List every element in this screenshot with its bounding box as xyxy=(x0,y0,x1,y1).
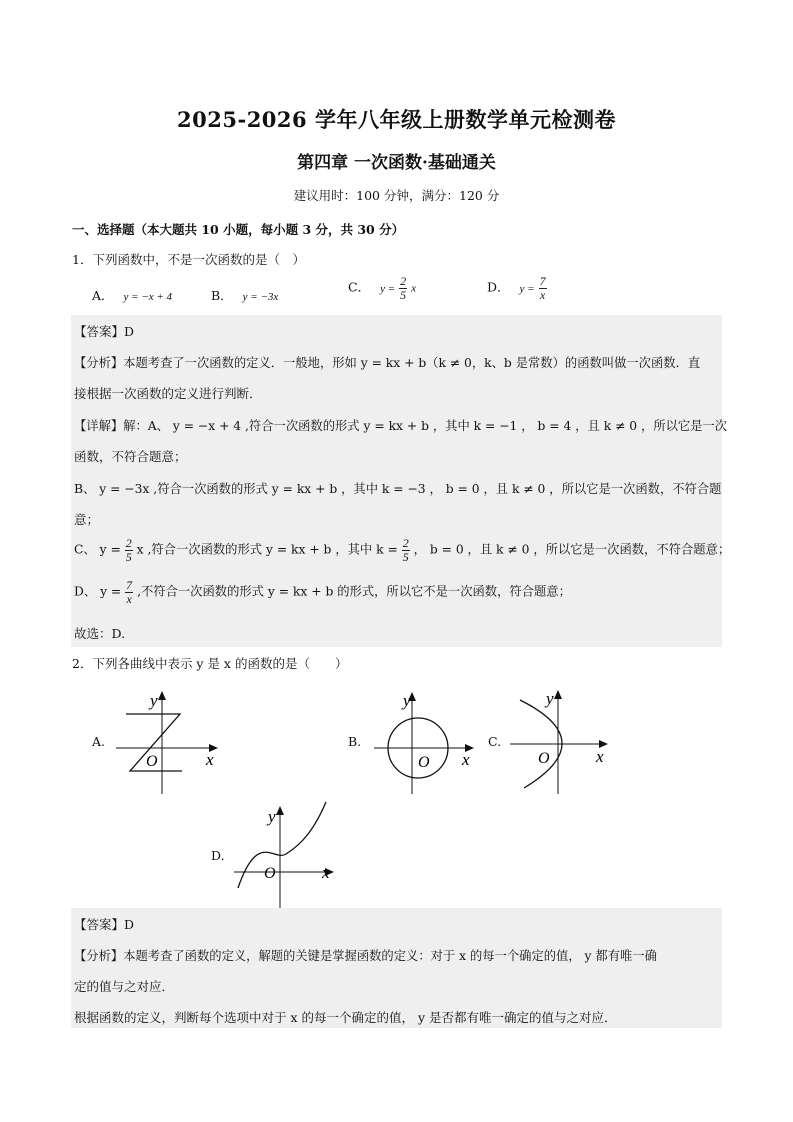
axis-y-label: y xyxy=(403,691,411,710)
q1-detail-line2: 函数，不符合题意； xyxy=(74,449,187,464)
fraction: $\frac{7}{x}$ xyxy=(539,274,546,302)
chapter-subtitle: 第四章 一次函数·基础通关 xyxy=(297,153,496,173)
q2-stem: 2．下列各曲线中表示 y 是 x 的函数的是（ ） xyxy=(72,656,348,671)
axis-y-label: y xyxy=(150,691,158,710)
q1-option-c xyxy=(348,275,416,301)
q1-detail-c: C、 y = $\frac{2}{5}$ x ,符合一次函数的形式 y = kx + b ，其中 k = $\frac{2}{5}$ ， b = 0 ，且 k ≠ 0 ，所以它是一次函数，不符合题意； xyxy=(74,536,731,564)
origin-label: O xyxy=(264,865,276,882)
q2-analysis-line1: 【分析】本题考查了函数的定义，解题的关键是掌握函数的定义：对于 x 的每一个确定的值， y 都有唯一确 xyxy=(74,949,657,963)
q1-option-d xyxy=(487,275,547,301)
q2-analysis-line3: 根据函数的定义，判断每个选项中对于 x 的每一个确定的值， y 是否都有唯一确定的值与之对应． xyxy=(74,1010,617,1025)
y-axis-arrow-icon xyxy=(158,691,166,700)
q1-detail-line1: 【详解】解：A、 y = −x + 4 ,符合一次函数的形式 y = kx + b ，其中 k = −1 ， b = 4 ，且 k ≠ 0 ，所以它是一次 xyxy=(74,419,728,433)
axis-x-label: x xyxy=(462,750,470,769)
fraction: $\frac{2}{5}$ xyxy=(125,536,132,564)
axis-y-label: y xyxy=(546,689,554,708)
q1-analysis-line2: 接根据一次函数的定义进行判断． xyxy=(74,386,262,401)
option-label: A． xyxy=(92,288,114,303)
axis-x-label: x xyxy=(322,863,330,882)
fraction: $\frac{7}{x}$ xyxy=(126,578,133,606)
q2-graph-a xyxy=(112,686,224,798)
q1-stem: 1．下列函数中，不是一次函数的是（ ） xyxy=(72,252,305,267)
q2-option-d-label: D. xyxy=(211,848,225,863)
option-label: D． xyxy=(487,279,510,295)
option-expr: y = −3x xyxy=(242,291,279,303)
time-info: 建议用时：100 分钟，满分：120 分 xyxy=(293,188,500,203)
q1-option-b xyxy=(211,286,278,304)
y-axis-arrow-icon xyxy=(276,806,284,815)
option-label: B． xyxy=(211,288,233,303)
option-label: C． xyxy=(348,279,371,295)
option-expr: y = −x + 4 xyxy=(123,291,173,303)
page-title: 2025-2026 学年八年级上册数学单元检测卷 xyxy=(177,107,616,132)
fraction: $\frac{2}{5}$ xyxy=(400,274,407,302)
option-expr-pre: y = xyxy=(519,282,535,295)
q1-option-a xyxy=(92,286,172,304)
origin-label: O xyxy=(146,753,158,770)
q2-graph-b xyxy=(370,686,482,798)
q2-option-a-label: A. xyxy=(92,734,106,749)
q2-answer: 【答案】D xyxy=(74,917,135,932)
q2-graph-d xyxy=(230,800,342,912)
q1-answer: 【答案】D xyxy=(74,324,135,339)
q1-detail-line3: B、 y = −3x ,符合一次函数的形式 y = kx + b ，其中 k = −3 ， b = 0 ，且 k ≠ 0 ，所以它是一次函数，不符合题 xyxy=(74,482,722,496)
fraction: $\frac{2}{5}$ xyxy=(402,536,409,564)
option-expr-post: x xyxy=(411,282,416,295)
axis-x-label: x xyxy=(206,750,214,769)
option-expr-pre: y = xyxy=(380,282,396,295)
axis-y-label: y xyxy=(268,807,276,826)
origin-label: O xyxy=(418,754,430,771)
q1-detail-d: D、 y = $\frac{7}{x}$ ,不符合一次函数的形式 y = kx + b 的形式，所以它不是一次函数，符合题意； xyxy=(74,578,571,606)
q1-analysis-line1: 【分析】本题考查了一次函数的定义．一般地，形如 y = kx + b（k ≠ 0，k、b 是常数）的函数叫做一次函数．直 xyxy=(74,356,701,370)
q2-analysis-line2: 定的值与之对应． xyxy=(74,979,175,994)
q1-detail-line4: 意； xyxy=(74,512,100,527)
q2-option-b-label: B. xyxy=(348,734,362,749)
q2-graph-c xyxy=(506,686,618,798)
section-heading: 一、选择题（本大题共 10 小题，每小题 3 分，共 30 分） xyxy=(72,222,405,237)
y-axis-arrow-icon xyxy=(554,690,562,699)
q2-option-c-label: C. xyxy=(488,734,502,749)
axis-x-label: x xyxy=(596,747,604,766)
origin-label: O xyxy=(538,750,550,767)
q1-conclusion: 故选：D. xyxy=(74,626,126,641)
